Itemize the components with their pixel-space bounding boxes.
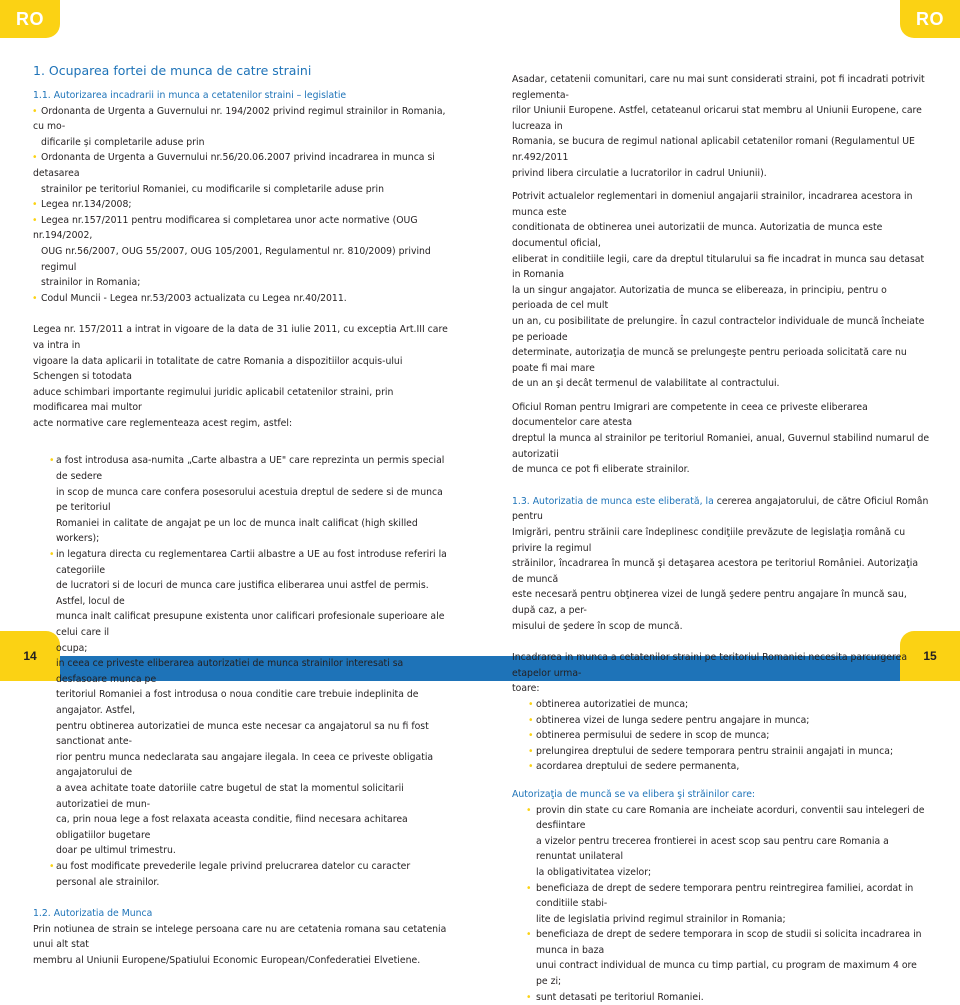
work-permit-paragraph: Potrivit actualelor reglementari in domeniul angajarii strainilor, incadrarea acestora in munca este conditionata de obtinerea unei autorizatii de munca. Autorizatia de munca este documentul oficial, eliberat in conditiile legii, care da dreptul titularului sa fie incadrat in munca sau detasat in Romania la un singur angajator. Autorizatia de munca se elibereaza, in principiu, pentru o perioada de cel mult un an, cu posibilitate de prelungire. În cazul contractelor individuale de muncă încheiate pe perioade determinate, autorizaţia de muncă se prelungeşte pentru perioada solicitată care nu poate fi mai mare de un an şi decât termenul de valabilitate al contractului. [512,191,925,390]
eu-citizens-paragraph: Asadar, cetatenii comunitari, care nu mai sunt considerati straini, pot fi incadrati potrivit reglementa- rilor Uniunii Europene. Astfel, cetateanul oricarui stat membru al Uniunii Europene, care lucreaza in Romania, se bucura de regimul national aplicabil cetatenilor romani (Regulamentul UE nr.492/2011 privind libera circulatie a lucratorilor in cadrul Uniunii). [512,74,925,179]
steps-intro: Incadrarea in munca a cetatenilor straini pe teritoriul Romaniei necesita parcurgerea etapelor urma- toare: [512,652,908,695]
list-item: • sunt detasati pe teritoriul Romaniei. [526,991,704,1003]
list-item: • prelungirea dreptului de sedere temporara pentru strainii angajati in munca; [528,745,894,757]
list-item: • provin din state cu care Romania are incheiate acorduri, conventii sau intelegeri de desfiintare a vizelor pentru trecerea frontierei in acest scop sau pentru care Romania a renuntat unilateral la obligativitatea vizelor; [526,804,925,878]
subsection-heading-1-2: 1.2. Autorizatia de Munca [33,908,153,920]
subsection-heading-1-3: 1.3. Autorizatia de munca este eliberată, la [512,495,714,507]
immigration-office-paragraph: Oficiul Roman pentru Imigrari are competente in ceea ce priveste eliberarea documentelor care atesta dreptul la munca al strainilor pe teritoriul Romaniei, anual, Guvernul stabilind numarul de autorizatii de munca ce pot fi eliberate strainilor. [512,401,930,476]
section-heading: 1. Ocuparea fortei de munca de catre straini [33,63,312,78]
list-item: dificarile și completarile aduse prin [41,136,205,148]
right-column [512,72,930,1005]
list-item: • in legatura directa cu reglementarea Cartii albastre a UE au fost introduse referiri la categoriile de lucratori si de locuri de munca care justifica eliberarea unui astfel de permis. Astfel, locul de munca inalt calificat presupune existenta unor calificari profesionale superioare ale celui care il ocupa; [49,549,447,654]
list-item: • au fost modificate prevederile legale privind prelucrarea datelor cu caracter personal ale strainilor. [49,860,411,888]
list-item: • Ordonanta de Urgenta a Guvernului nr. 194/2002 privind regimul strainilor in Romania, cu mo- [32,105,446,133]
subsection-heading-1-1: 1.1. Autorizarea incadrarii in munca a cetatenilor straini – legislatie [33,90,347,101]
list-item: • in ceea ce priveste eliberarea autorizatiei de munca strainilor interesati sa desfasoare munca pe teritoriul Romaniei a fost introdusa o noua conditie care trebuie indeplinita de angajator. Astfel, pentru obtinerea autorizatiei de munca este necesar ca angajatorul sa nu fi fost sanctionat ante- rior pentru munca nedeclarata sau angajare ilegala. In ceea ce priveste obligatia angajatorului de a avea achitate toate datoriile catre bugetul de stat la momentul solicitarii autorizatiei de mun- ca, prin noua lege a fost relaxata aceasta conditie, fiind necesara achitarea obligatiilor bugetare doar pe ultimul trimestru. [49,658,434,857]
lang-tab-right: RO [900,0,960,38]
lang-tab-left: RO [0,0,60,38]
law-paragraph: Legea nr. 157/2011 a intrat in vigoare de la data de 31 iulie 2011, cu exceptia Art.III care va intra in vigoare la data aplicarii in totalitate de catre Romania a dispozitiilor acquis-ului Schengen si totodata aduce schimbari importante regimului juridic aplicabil cetatenilor straini, prin modificarea mai multor acte normative care reglementeaza acest regim, astfel: [33,324,448,429]
list-item: • Legea nr.134/2008; [32,199,132,211]
changes-list [49,453,451,890]
page-number-right: 15 [900,631,960,681]
list-item: • Legea nr.157/2011 pentru modificarea si completarea unor acte normative (OUG nr.194/2002, [32,214,418,242]
list-item: • obtinerea permisului de sedere in scop de munca; [528,730,770,742]
list-item: • obtinerea autorizatiei de munca; [528,698,689,710]
page-number-left: 14 [0,631,60,681]
list-item: • a fost introdusa asa-numita „Carte albastra a UE" care reprezinta un permis special de sedere in scop de munca care confera posesorului acestuia dreptul de sedere si de munca pe teritoriul Romaniei in calitate de angajat pe un loc de munca inalt calificat (high skilled workers); [49,455,445,545]
section-1-3-paragraph: 1.3. Autorizatia de munca este eliberată, la cererea angajatorului, de către Oficiul Român pentru Imigrări, pentru străinii care îndeplinesc condiţiile prevăzute de legislaţia română cu privire la regimul străinilor, încadrarea în muncă şi detaşarea acestora pe teritoriul României. Autorizaţia de muncă este necesară pentru obţinerea vizei de lungă şedere pentru angajare în muncă sau, după caz, a per- misului de şedere în scop de muncă. [512,495,929,632]
left-column [33,62,451,968]
list-item: • beneficiaza de drept de sedere temporara pentru reintregirea familiei, acordat in conditiile stabi- lite de legislatia privind regimul strainilor in Romania; [526,882,914,925]
steps-list [528,697,930,775]
foreigner-definition: Prin notiunea de strain se intelege persoana care nu are cetatenia romana sau cetatenia unui alt stat membru al Uniunii Europene/Spatiului Economic European/Confederatiei Elvetiene. [33,923,447,966]
list-item: strainilor in Romania; [41,277,141,289]
exempt-list [526,803,930,1005]
list-item: • Ordonanta de Urgenta a Guvernului nr.56/20.06.2007 privind incadrarea in munca si detasarea [32,152,435,179]
list-item: • Codul Muncii - Legea nr.53/2003 actualizata cu Legea nr.40/2011. [32,292,347,304]
list-item: strainilor pe teritoriul Romaniei, cu modificarile si completarile aduse prin [41,183,384,195]
list-item: • beneficiaza de drept de sedere temporara in scop de studii si solicita incadrarea in munca in baza unui contract individual de munca cu timp partial, cu program de maximum 4 ore pe zi; [526,929,922,988]
list-item: OUG nr.56/2007, OUG 55/2007, OUG 105/2001, Regulamentul nr. 810/2009) privind regimul [41,245,431,273]
legislation-list [33,104,451,307]
list-item: • acordarea dreptului de sedere permanenta, [528,761,740,773]
exempt-heading: Autorizaţia de muncă se va elibera şi străinilor care: [512,788,756,800]
list-item: • obtinerea vizei de lunga sedere pentru angajare in munca; [528,714,810,726]
